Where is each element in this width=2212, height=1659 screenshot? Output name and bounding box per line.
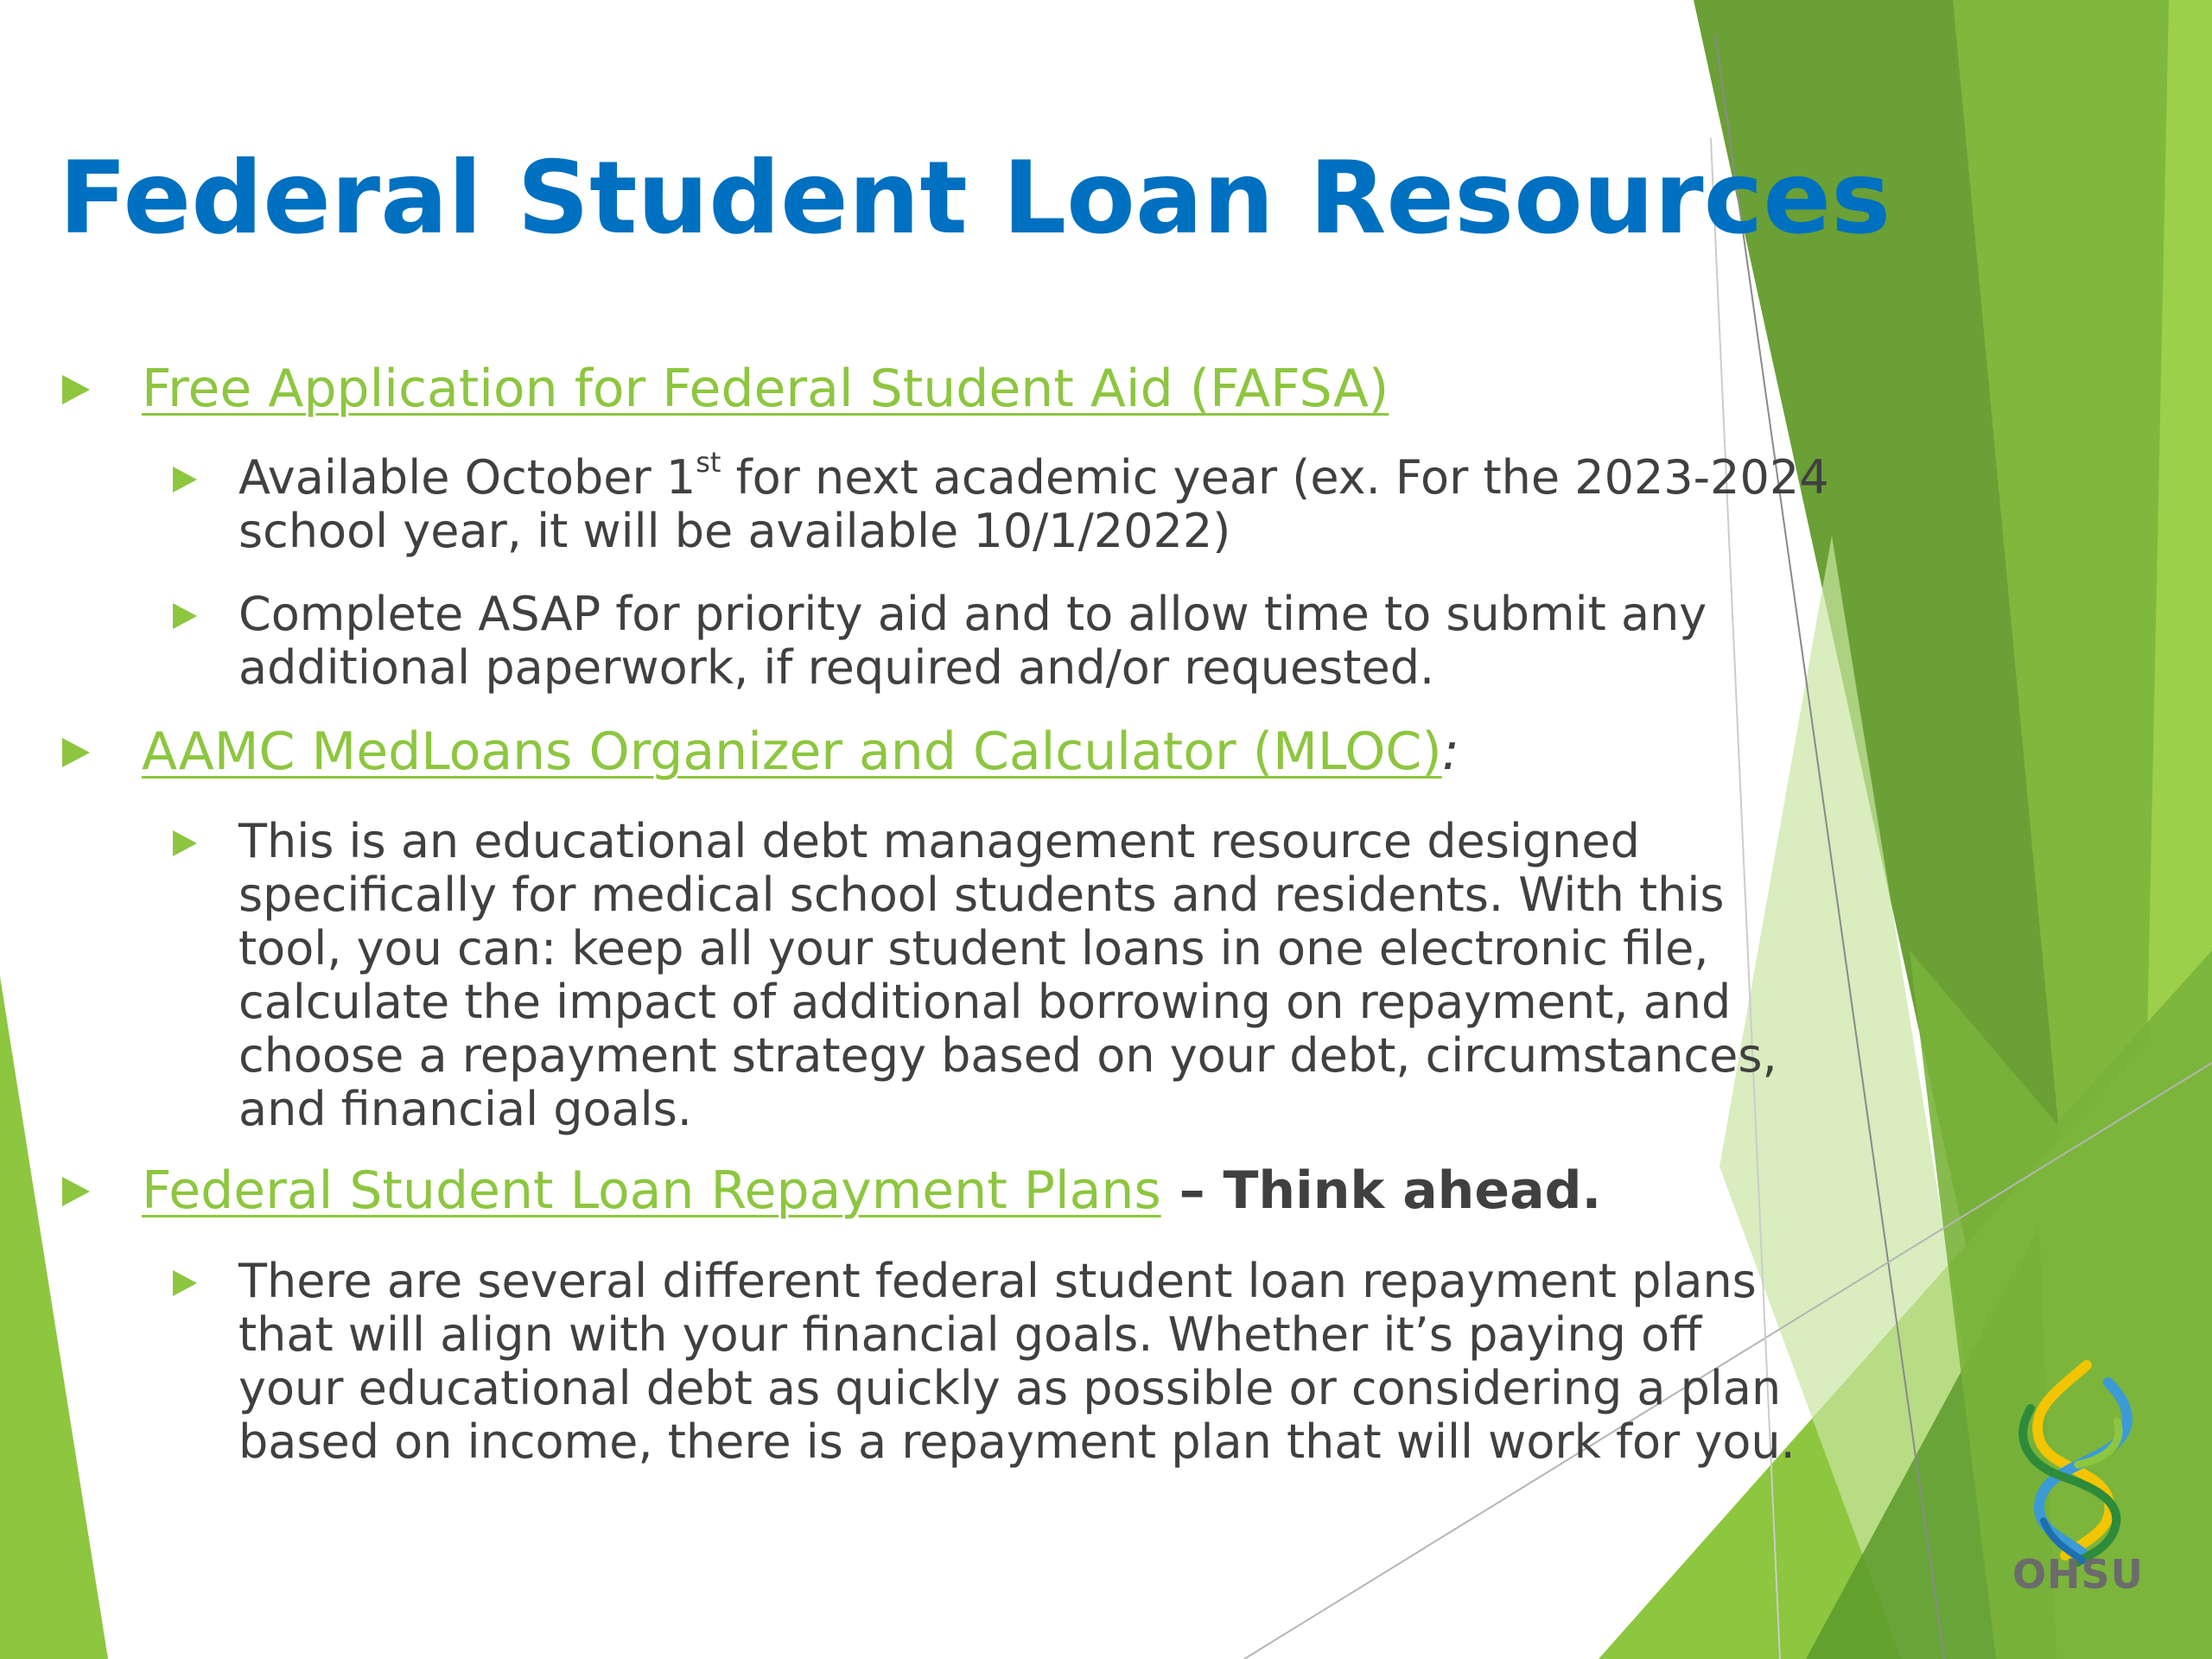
text-line: additional paperwork, if required and/or requested. xyxy=(238,640,1435,695)
mloc-link[interactable]: AAMC MedLoans Organizer and Calculator (MLOC) xyxy=(142,721,1442,782)
text-fragment: Available October 1 xyxy=(238,450,696,505)
sub-bullet-arrow-icon xyxy=(173,467,197,493)
section-heading xyxy=(142,1158,1601,1224)
repayment-plans-link[interactable]: Federal Student Loan Repayment Plans xyxy=(142,1160,1161,1221)
slide-title: Federal Student Loan Resources xyxy=(59,140,1891,257)
section-heading xyxy=(142,356,1389,422)
text-line: There are several different federal student loan repayment plans xyxy=(238,1254,1757,1308)
fafsa-item-complete xyxy=(173,587,1707,695)
text-line: that will align with your financial goals. Whether it’s paying off xyxy=(238,1307,1702,1362)
ordinal-suffix: st xyxy=(696,446,721,479)
section-mloc xyxy=(62,719,1459,782)
text-line: and financial goals. xyxy=(238,1082,692,1136)
sub-bullet-arrow-icon xyxy=(173,830,197,856)
bullet-arrow-icon xyxy=(62,738,90,767)
section-repayment-plans xyxy=(62,1158,1602,1221)
text-line: based on income, there is a repayment plan that will work for you. xyxy=(238,1414,1796,1469)
bullet-arrow-icon xyxy=(62,375,90,404)
text-line: choose a repayment strategy based on your debt, circumstances, xyxy=(238,1028,1777,1083)
item-text xyxy=(238,446,1880,558)
repayment-item-description xyxy=(173,1254,1796,1469)
bullet-arrow-icon xyxy=(62,1177,90,1206)
item-text xyxy=(238,588,1880,695)
text-line: your educational debt as quickly as possible or considering a plan xyxy=(238,1361,1782,1415)
text-line: tool, you can: keep all your student loans in one electronic file, xyxy=(238,921,1709,976)
text-line: Complete ASAP for priority aid and to allow time to submit any xyxy=(238,587,1707,641)
fafsa-link[interactable]: Free Application for Federal Student Aid (FAFSA) xyxy=(142,359,1389,419)
ohsu-logo-text: OHSU xyxy=(2012,1551,2145,1598)
text-line: This is an educational debt management resource designed xyxy=(238,814,1640,868)
item-text xyxy=(238,815,1880,1136)
mloc-item-description xyxy=(173,814,1777,1136)
section-suffix: : xyxy=(1441,721,1459,782)
section-heading xyxy=(142,719,1459,785)
sub-bullet-arrow-icon xyxy=(173,1270,197,1296)
text-line: school year, it will be available 10/1/2022) xyxy=(238,504,1231,558)
text-fragment: for next academic year (ex. For the 2023-2024 xyxy=(721,450,1829,505)
text-line: calculate the impact of additional borrowing on repayment, and xyxy=(238,975,1732,1029)
sub-bullet-arrow-icon xyxy=(173,603,197,629)
fafsa-item-availability xyxy=(173,446,1829,558)
item-text xyxy=(238,1255,1880,1469)
text-line: specifically for medical school students and residents. With this xyxy=(238,868,1725,922)
section-suffix: – Think ahead. xyxy=(1160,1160,1602,1221)
section-fafsa xyxy=(62,356,1389,419)
